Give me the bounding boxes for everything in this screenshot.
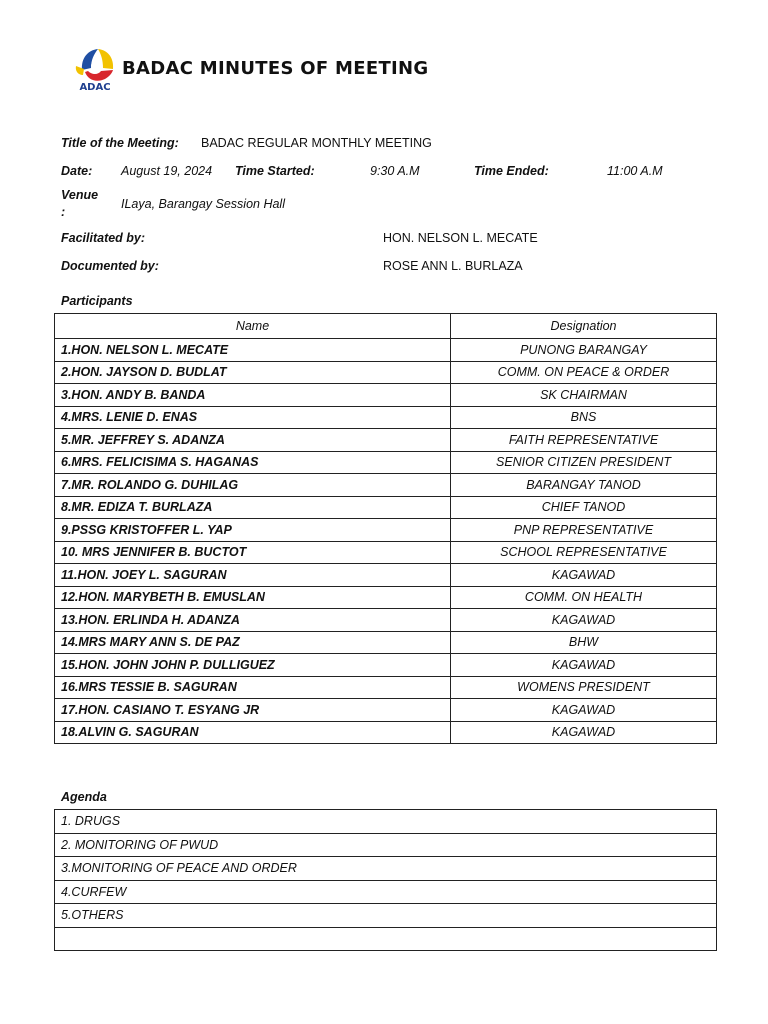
agenda-item: 1. DRUGS <box>55 810 717 834</box>
participant-name: 2.HON. JAYSON D. BUDLAT <box>55 361 451 384</box>
participant-designation: BNS <box>451 406 717 429</box>
venue-value: ILaya, Barangay Session Hall <box>121 197 285 211</box>
table-row <box>55 631 717 654</box>
table-row <box>55 474 717 497</box>
agenda-row <box>55 810 717 834</box>
table-row <box>55 609 717 632</box>
participant-name: 14.MRS MARY ANN S. DE PAZ <box>55 631 451 654</box>
table-row <box>55 654 717 677</box>
agenda-table <box>54 809 717 951</box>
participant-designation: PNP REPRESENTATIVE <box>451 519 717 542</box>
meeting-title-value: BADAC REGULAR MONTHLY MEETING <box>201 136 432 150</box>
time-ended-label: Time Ended: <box>474 164 549 178</box>
participant-name: 11.HON. JOEY L. SAGURAN <box>55 564 451 587</box>
participant-name: 18.ALVIN G. SAGURAN <box>55 721 451 744</box>
date-label: Date: <box>61 164 93 178</box>
table-row <box>55 429 717 452</box>
participant-designation: FAITH REPRESENTATIVE <box>451 429 717 452</box>
table-row <box>55 519 717 542</box>
table-row <box>55 564 717 587</box>
participant-designation: KAGAWAD <box>451 721 717 744</box>
adac-logo <box>72 44 118 94</box>
table-row <box>55 496 717 519</box>
column-header-name: Name <box>55 314 451 339</box>
participant-name: 3.HON. ANDY B. BANDA <box>55 384 451 407</box>
agenda-item: 5.OTHERS <box>55 904 717 928</box>
participant-designation: BARANGAY TANOD <box>451 474 717 497</box>
participant-name: 15.HON. JOHN JOHN P. DULLIGUEZ <box>55 654 451 677</box>
participant-designation: KAGAWAD <box>451 564 717 587</box>
agenda-item: 3.MONITORING OF PEACE AND ORDER <box>55 857 717 881</box>
participants-table <box>54 313 717 744</box>
facilitated-label: Facilitated by: <box>61 231 146 245</box>
participant-name: 9.PSSG KRISTOFFER L. YAP <box>55 519 451 542</box>
agenda-row <box>55 927 717 951</box>
participant-designation: PUNONG BARANGAY <box>451 339 717 362</box>
logo-red-hand-icon <box>85 70 113 81</box>
column-header-designation: Designation <box>451 314 717 339</box>
participant-designation: COMM. ON HEALTH <box>451 586 717 609</box>
date-value: August 19, 2024 <box>121 164 213 178</box>
agenda-item: 2. MONITORING OF PWUD <box>55 833 717 857</box>
participant-designation: SENIOR CITIZEN PRESIDENT <box>451 451 717 474</box>
participant-designation: BHW <box>451 631 717 654</box>
table-row <box>55 384 717 407</box>
table-row <box>55 339 717 362</box>
table-row <box>55 676 717 699</box>
participant-name: 12.HON. MARYBETH B. EMUSLAN <box>55 586 451 609</box>
logo-text: ADAC <box>79 82 111 93</box>
agenda-heading: Agenda <box>61 790 107 804</box>
participant-designation: KAGAWAD <box>451 699 717 722</box>
participant-name: 4.MRS. LENIE D. ENAS <box>55 406 451 429</box>
participant-designation: CHIEF TANOD <box>451 496 717 519</box>
participant-designation: COMM. ON PEACE & ORDER <box>451 361 717 384</box>
agenda-row <box>55 904 717 928</box>
logo-yellow-hand-icon <box>98 49 113 69</box>
documented-label: Documented by: <box>61 259 159 273</box>
participant-name: 13.HON. ERLINDA H. ADANZA <box>55 609 451 632</box>
table-row <box>55 586 717 609</box>
logo-dot-icon <box>91 62 99 70</box>
participant-name: 5.MR. JEFFREY S. ADANZA <box>55 429 451 452</box>
participant-name: 6.MRS. FELICISIMA S. HAGANAS <box>55 451 451 474</box>
table-row <box>55 541 717 564</box>
table-row <box>55 721 717 744</box>
participant-name: 8.MR. EDIZA T. BURLAZA <box>55 496 451 519</box>
participant-designation: KAGAWAD <box>451 654 717 677</box>
page-title: BADAC MINUTES OF MEETING <box>122 58 429 79</box>
participants-header-row <box>55 314 717 339</box>
venue-colon: : <box>61 205 66 219</box>
time-ended-value: 11:00 A.M <box>607 164 663 178</box>
participant-designation: SCHOOL REPRESENTATIVE <box>451 541 717 564</box>
participant-designation: SK CHAIRMAN <box>451 384 717 407</box>
table-row <box>55 699 717 722</box>
agenda-item: 4.CURFEW <box>55 880 717 904</box>
participant-name: 7.MR. ROLANDO G. DUHILAG <box>55 474 451 497</box>
agenda-item-empty <box>55 927 717 951</box>
participants-heading: Participants <box>61 294 133 308</box>
venue-label: Venue <box>61 188 99 202</box>
participant-designation: WOMENS PRESIDENT <box>451 676 717 699</box>
table-row <box>55 361 717 384</box>
participant-name: 10. MRS JENNIFER B. BUCTOT <box>55 541 451 564</box>
participant-name: 17.HON. CASIANO T. ESYANG JR <box>55 699 451 722</box>
participant-designation: KAGAWAD <box>451 609 717 632</box>
time-started-label: Time Started: <box>235 164 315 178</box>
agenda-row <box>55 857 717 881</box>
table-row <box>55 406 717 429</box>
table-row <box>55 451 717 474</box>
agenda-row <box>55 880 717 904</box>
participant-name: 1.HON. NELSON L. MECATE <box>55 339 451 362</box>
meeting-title-label: Title of the Meeting: <box>61 136 179 150</box>
participant-name: 16.MRS TESSIE B. SAGURAN <box>55 676 451 699</box>
agenda-row <box>55 833 717 857</box>
documented-value: ROSE ANN L. BURLAZA <box>383 259 523 273</box>
time-started-value: 9:30 A.M <box>370 164 420 178</box>
facilitated-value: HON. NELSON L. MECATE <box>383 231 538 245</box>
